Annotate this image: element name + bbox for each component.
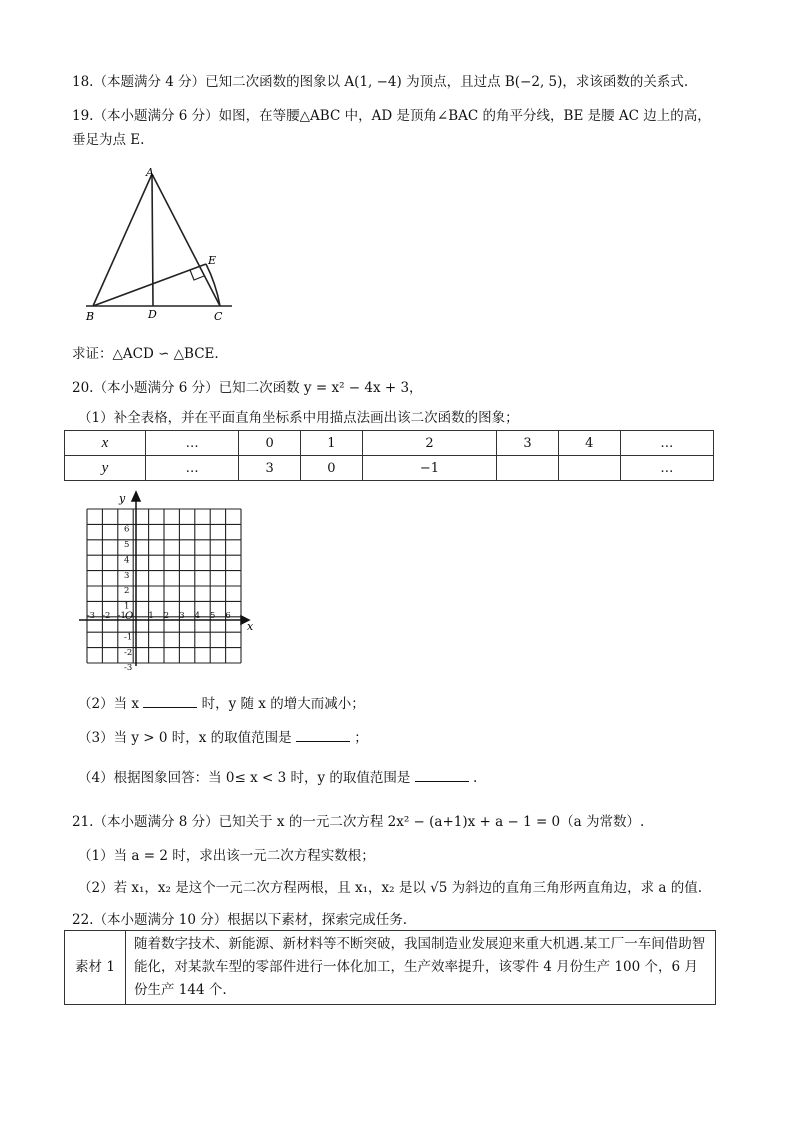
segment-be — [93, 264, 206, 306]
label-b: B — [86, 310, 95, 323]
table-cell-blank[interactable] — [497, 456, 559, 481]
answer-blank[interactable] — [415, 767, 469, 782]
question-20-part1: （1）补全表格，并在平面直角坐标系中用描点法画出该二次函数的图象； — [78, 410, 519, 426]
x-tick-label: 5 — [210, 611, 216, 621]
coordinate-grid — [75, 490, 265, 670]
arc-curve — [206, 264, 220, 306]
table-cell: … — [146, 456, 239, 481]
y-axis-label: y — [119, 492, 126, 505]
x-tick-label: 3 — [179, 611, 185, 621]
table-row — [65, 931, 716, 1005]
x-tick-label: -2 — [102, 611, 111, 621]
question-20-part2: （2）当 x 时，y 随 x 的增大而减小； — [78, 693, 365, 714]
table-row-y — [65, 456, 714, 481]
label-a: A — [146, 166, 154, 179]
table-cell: … — [620, 456, 713, 481]
row-label-x: x — [65, 431, 146, 456]
question-19-line2: 垂足为点 E. — [72, 132, 145, 148]
y-tick-label: 3 — [124, 570, 130, 581]
question-20-part4: （4）根据图象回答：当 0≤ x < 3 时，y 的取值范围是 . — [78, 767, 477, 788]
x-tick-label: 4 — [194, 611, 201, 621]
question-21-intro: 21.（本小题满分 8 分）已知关于 x 的一元二次方程 2x² − (a+1)x + a − 1 = 0（a 为常数）. — [72, 814, 645, 830]
y-tick-label: 5 — [124, 540, 130, 550]
segment-ac — [152, 174, 220, 306]
table-cell: 0 — [239, 431, 301, 456]
table-cell: 3 — [239, 456, 301, 481]
table-cell-blank[interactable] — [558, 456, 620, 481]
y-tick-label: 6 — [124, 524, 130, 535]
question-20-part3: （3）当 y > 0 时，x 的取值范围是 ； — [78, 727, 368, 748]
x-axis-label: x — [247, 620, 254, 633]
answer-blank[interactable] — [143, 693, 197, 708]
table-cell: 1 — [301, 431, 363, 456]
y-tick-label: 1 — [124, 601, 130, 612]
question-19-line1: 19.（本小题满分 6 分）如图，在等腰△ABC 中，AD 是顶角∠BAC 的角平分线，BE 是腰 AC 边上的高， — [72, 108, 711, 124]
segment-ad — [152, 174, 153, 306]
question-18: 18.（本题满分 4 分）已知二次函数的图象以 A(1, −4) 为顶点，且过点 B(−2, 5)，求该函数的关系式. — [72, 74, 689, 90]
value-table — [64, 430, 714, 481]
question-21-part1: （1）当 a = 2 时，求出该一元二次方程实数根； — [78, 848, 375, 864]
x-tick-label: 6 — [225, 611, 231, 621]
y-axis-arrow — [132, 492, 140, 501]
table-cell: … — [620, 431, 713, 456]
row-label-y: y — [65, 456, 146, 481]
table-row-x — [65, 431, 714, 456]
table-cell: 3 — [497, 431, 559, 456]
y-tick-label: 2 — [124, 586, 130, 597]
label-d: D — [148, 308, 157, 321]
table-cell: 4 — [558, 431, 620, 456]
question-21-part2: （2）若 x₁，x₂ 是这个一元二次方程两根，且 x₁，x₂ 是以 √5 为斜边的直角三角形两直角边，求 a 的值. — [78, 880, 703, 896]
y-tick-label: -3 — [124, 663, 133, 670]
table-cell: 0 — [301, 456, 363, 481]
y-tick-label: -2 — [124, 647, 133, 658]
label-e: E — [208, 254, 217, 267]
material-table — [64, 930, 716, 1005]
triangle-figure — [80, 166, 240, 326]
x-tick-label: 1 — [148, 611, 154, 621]
x-tick-label: -3 — [86, 611, 96, 621]
answer-blank[interactable] — [296, 727, 350, 742]
segment-ab — [93, 174, 152, 306]
material-label: 素材 1 — [65, 931, 126, 1005]
y-tick-label: -1 — [124, 632, 133, 643]
label-c: C — [214, 310, 223, 323]
table-cell: 2 — [362, 431, 496, 456]
y-tick-label: 4 — [124, 555, 130, 566]
material-text: 随着数字技术、新能源、新材料等不断突破，我国制造业发展迎来重大机遇.某工厂一车间借助智能化，对某款车型的零部件进行一体化加工，生产效率提升，该零件 4 月份生产 100 个，6 月份生产 144 个. — [126, 931, 716, 1005]
origin-label: O — [125, 611, 134, 622]
table-cell: … — [146, 431, 239, 456]
table-cell: −1 — [362, 456, 496, 481]
x-tick-label: -1 — [117, 611, 126, 621]
question-20-intro: 20.（本小题满分 6 分）已知二次函数 y = x² − 4x + 3， — [72, 380, 423, 396]
question-22-intro: 22.（本小题满分 10 分）根据以下素材，探索完成任务. — [72, 912, 408, 928]
proof-statement: 求证：△ACD ∽ △BCE. — [72, 346, 219, 362]
x-tick-label: 2 — [163, 611, 170, 621]
